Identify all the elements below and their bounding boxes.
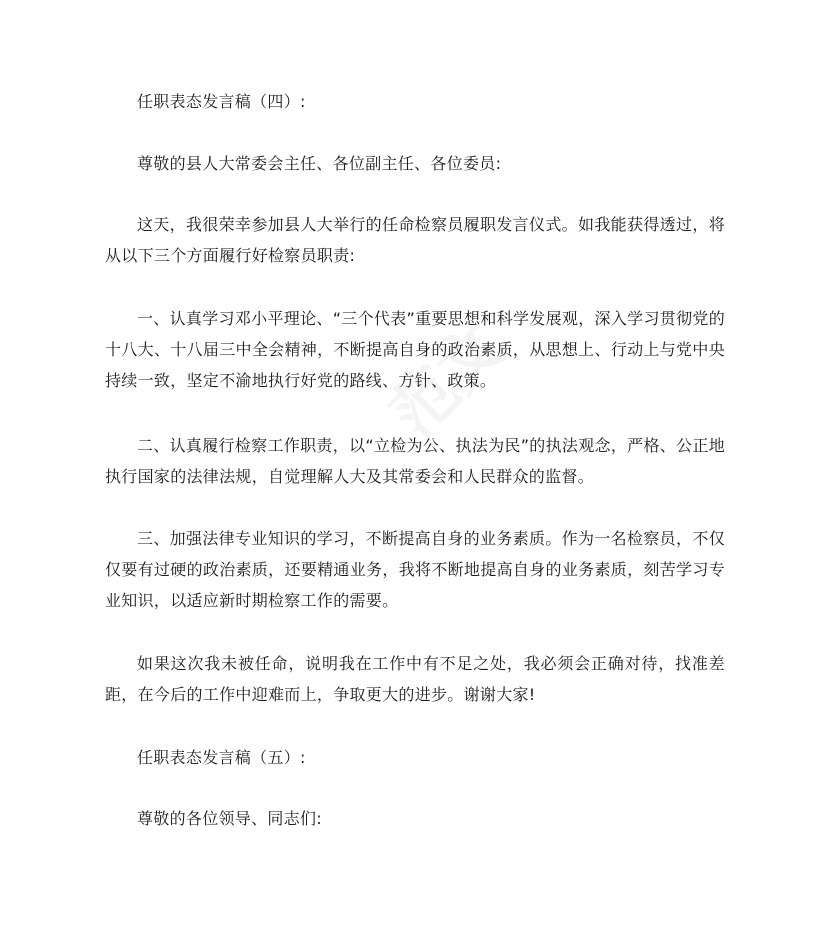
paragraph-intro: 这天，我很荣幸参加县人大举行的任命检察员履职发言仪式。如我能获得透过，将从以下三个方面履行好检察员职责: xyxy=(105,215,725,265)
heading-speech-4: 任职表态发言稿（四）: xyxy=(137,92,306,111)
paragraph-point-2: 二、认真履行检察工作职责，以“立检为公、执法为民”的执法观念，严格、公正地执行国家的法律法规，自觉理解人大及其常委会和人民群众的监督。 xyxy=(105,436,725,486)
paragraph-point-1: 一、认真学习邓小平理论、“三个代表”重要思想和科学发展观，深入学习贯彻党的十八大、十八届三中全会精神，不断提高自身的政治素质，从思想上、行动上与党中央持续一致，坚定不渝地执行好党的路线、方针、政策。 xyxy=(105,309,725,390)
paragraph-closing: 如果这次我未被任命，说明我在工作中有不足之处，我必须会正确对待，找准差距，在今后的工作中迎难而上，争取更大的进步。谢谢大家! xyxy=(105,654,725,704)
salutation-1: 尊敬的县人大常委会主任、各位副主任、各位委员: xyxy=(137,154,502,173)
heading-speech-5: 任职表态发言稿（五）: xyxy=(137,748,306,767)
paragraph-point-3: 三、加强法律专业知识的学习，不断提高自身的业务素质。作为一名检察员，不仅仅要有过硬的政治素质，还要精通业务，我将不断地提高自身的业务素质，刻苦学习专业知识，以适应新时期检察工作的需要。 xyxy=(105,529,725,610)
salutation-2: 尊敬的各位领导、同志们: xyxy=(137,809,322,828)
